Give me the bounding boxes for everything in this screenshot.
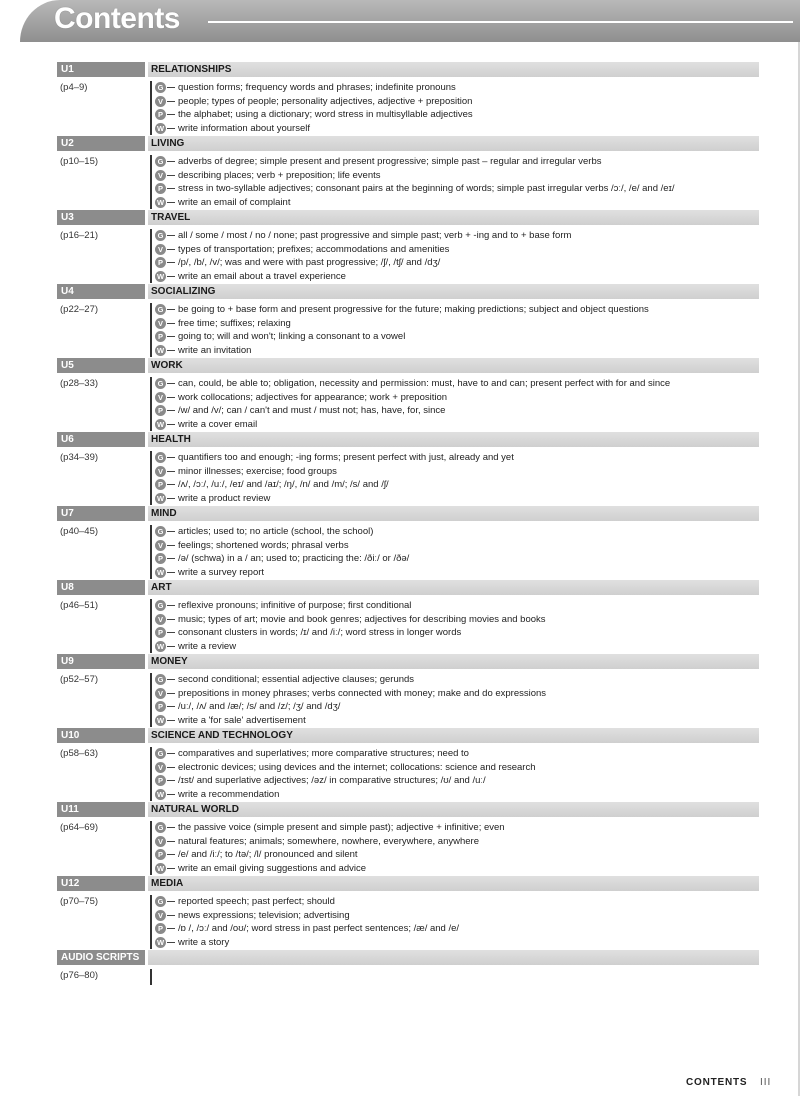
audio-scripts-section — [57, 950, 759, 985]
unit-section — [57, 62, 759, 135]
topic-line — [155, 788, 759, 802]
topic-p-icon: P — [155, 405, 166, 416]
unit-section — [57, 506, 759, 579]
topic-v-icon: V — [155, 688, 166, 699]
dash-divider — [167, 868, 175, 869]
unit-topic-list — [150, 155, 759, 209]
topic-text: can, could, be able to; obligation, necessity and permission: must, have to and can; present perfect with for and since — [178, 378, 671, 389]
topic-line — [155, 418, 759, 432]
topic-p-icon: P — [155, 701, 166, 712]
topic-line — [155, 155, 759, 169]
topic-w-icon: W — [156, 789, 165, 799]
topic-g-icon: G — [155, 452, 166, 463]
topic-text: electronic devices; using devices and the internet; collocations: science and research — [178, 761, 536, 773]
topic-line — [155, 169, 759, 183]
unit-pages: (p64–69) — [60, 822, 99, 833]
dash-divider — [167, 753, 175, 754]
topic-w-icon: W — [156, 271, 165, 281]
unit-body — [57, 373, 759, 431]
topic-text: write a 'for sale' advertisement — [178, 714, 306, 726]
dash-divider — [167, 202, 175, 203]
topic-line — [155, 774, 759, 788]
dash-divider — [167, 101, 175, 102]
unit-header — [57, 62, 759, 77]
topic-line — [155, 256, 759, 270]
dash-divider — [167, 484, 175, 485]
topic-w-icon: W — [156, 419, 165, 429]
dash-divider — [167, 767, 175, 768]
topic-text: write a cover email — [178, 418, 258, 430]
unit-title: MEDIA — [148, 876, 759, 891]
topic-line — [155, 687, 759, 701]
dash-divider — [167, 605, 175, 606]
topic-v-icon: V — [155, 614, 166, 625]
unit-section — [57, 802, 759, 875]
page-title: Contents — [54, 2, 180, 35]
topic-text: articles; used to; no article (school, the school) — [178, 526, 374, 537]
topic-line — [155, 599, 759, 613]
unit-number: U3 — [57, 210, 145, 225]
unit-title: NATURAL WORLD — [148, 802, 759, 817]
unit-body — [57, 595, 759, 653]
unit-body — [57, 77, 759, 135]
dash-divider — [167, 619, 175, 620]
unit-section — [57, 876, 759, 949]
audio-scripts-pages: (p76–80) — [60, 970, 99, 981]
unit-number: U7 — [57, 506, 145, 521]
topic-p-icon: P — [155, 849, 166, 860]
topic-line — [155, 525, 759, 539]
dash-divider — [167, 901, 175, 902]
dash-divider — [167, 942, 175, 943]
topic-line — [155, 895, 759, 909]
topic-text: the alphabet; using a dictionary; word stress in multisyllable adjectives — [178, 109, 473, 120]
dash-divider — [167, 128, 175, 129]
topic-line — [155, 862, 759, 876]
dash-divider — [167, 471, 175, 472]
unit-topic-list — [150, 599, 759, 653]
topic-w-icon: W — [156, 863, 165, 873]
topic-line — [155, 243, 759, 257]
topic-v-icon: V — [155, 170, 166, 181]
unit-title: ART — [148, 580, 759, 595]
topic-g-icon: G — [155, 230, 166, 241]
unit-section — [57, 210, 759, 283]
topic-line — [155, 478, 759, 492]
topic-g-icon: G — [155, 822, 166, 833]
topic-text: people; types of people; personality adjectives, adjective + preposition — [178, 95, 473, 107]
dash-divider — [167, 632, 175, 633]
topic-line — [155, 848, 759, 862]
dash-divider — [167, 397, 175, 398]
topic-text: going to; will and won't; linking a consonant to a vowel — [178, 331, 406, 342]
topic-text: /ʌ/, /ɔː/, /uː/, /eɪ/ and /aɪ/; /ŋ/, /n/ and /m/; /s/ and /ʃ/ — [178, 479, 389, 490]
unit-header — [57, 802, 759, 817]
topic-line — [155, 229, 759, 243]
dash-divider — [167, 827, 175, 828]
topic-w-icon: W — [156, 715, 165, 725]
unit-body — [57, 521, 759, 579]
topic-line — [155, 465, 759, 479]
unit-pages: (p70–75) — [60, 896, 99, 907]
topic-line — [155, 936, 759, 950]
unit-number: U2 — [57, 136, 145, 151]
topic-g-icon: G — [155, 526, 166, 537]
unit-title: LIVING — [148, 136, 759, 151]
dash-divider — [167, 350, 175, 351]
dash-divider — [167, 794, 175, 795]
topic-v-icon: V — [155, 762, 166, 773]
topic-line — [155, 404, 759, 418]
topic-text: write an email of complaint — [178, 196, 291, 208]
topic-w-icon: W — [156, 567, 165, 577]
topic-text: write a product review — [178, 492, 271, 504]
topic-line — [155, 330, 759, 344]
unit-header — [57, 950, 759, 965]
topic-text: feelings; shortened words; phrasal verbs — [178, 539, 349, 551]
unit-pages: (p40–45) — [60, 526, 99, 537]
topic-text: minor illnesses; exercise; food groups — [178, 465, 337, 477]
unit-title: WORK — [148, 358, 759, 373]
dash-divider — [167, 706, 175, 707]
topic-text: natural features; animals; somewhere, nowhere, everywhere, anywhere — [178, 835, 479, 847]
topic-g-icon: G — [155, 600, 166, 611]
topic-text: be going to + base form and present progressive for the future; making predictions; subject and object questions — [178, 304, 649, 315]
unit-header — [57, 136, 759, 151]
topic-line — [155, 821, 759, 835]
topic-text: consonant clusters in words; /ɪ/ and /iː/; word stress in longer words — [178, 627, 462, 638]
page-header — [0, 0, 800, 42]
dash-divider — [167, 114, 175, 115]
unit-header — [57, 358, 759, 373]
topic-line — [155, 613, 759, 627]
dash-divider — [167, 841, 175, 842]
unit-title: HEALTH — [148, 432, 759, 447]
unit-number: U12 — [57, 876, 145, 891]
dash-divider — [167, 161, 175, 162]
unit-title: TRAVEL — [148, 210, 759, 225]
dash-divider — [167, 928, 175, 929]
topic-line — [155, 95, 759, 109]
unit-section — [57, 580, 759, 653]
topic-line — [155, 344, 759, 358]
topic-w-icon: W — [156, 197, 165, 207]
topic-v-icon: V — [155, 244, 166, 255]
unit-header — [57, 506, 759, 521]
unit-topic-list — [150, 303, 759, 357]
unit-body — [57, 669, 759, 727]
topic-text: write a story — [178, 936, 230, 948]
unit-topic-list — [150, 229, 759, 283]
header-rule — [208, 21, 793, 23]
unit-header — [57, 284, 759, 299]
topic-line — [155, 626, 759, 640]
topic-v-icon: V — [155, 836, 166, 847]
topic-text: write an email about a travel experience — [178, 270, 346, 282]
audio-scripts-rule — [150, 969, 759, 985]
topic-v-icon: V — [155, 392, 166, 403]
topic-text: music; types of art; movie and book genres; adjectives for describing movies and books — [178, 613, 546, 625]
dash-divider — [167, 693, 175, 694]
footer-label: CONTENTS — [686, 1077, 748, 1088]
topic-line — [155, 539, 759, 553]
audio-scripts-bar — [148, 950, 759, 965]
dash-divider — [167, 87, 175, 88]
dash-divider — [167, 572, 175, 573]
unit-header — [57, 654, 759, 669]
unit-number: U1 — [57, 62, 145, 77]
topic-text: question forms; frequency words and phrases; indefinite pronouns — [178, 82, 456, 93]
unit-number: U8 — [57, 580, 145, 595]
unit-pages: (p22–27) — [60, 304, 99, 315]
unit-body — [57, 743, 759, 801]
dash-divider — [167, 679, 175, 680]
footer-page-number: III — [760, 1077, 772, 1088]
unit-number: U4 — [57, 284, 145, 299]
topic-text: prepositions in money phrases; verbs connected with money; make and do expressions — [178, 687, 547, 699]
topic-text: write an email giving suggestions and advice — [178, 862, 366, 874]
topic-w-icon: W — [156, 493, 165, 503]
topic-v-icon: V — [155, 318, 166, 329]
dash-divider — [167, 249, 175, 250]
unit-section — [57, 432, 759, 505]
unit-body — [57, 817, 759, 875]
topic-text: the passive voice (simple present and simple past); adjective + infinitive; even — [178, 822, 505, 833]
unit-topic-list — [150, 81, 759, 135]
topic-p-icon: P — [155, 479, 166, 490]
unit-topic-list — [150, 377, 759, 431]
topic-w-icon: W — [156, 937, 165, 947]
unit-body — [57, 965, 759, 985]
topic-line — [155, 835, 759, 849]
unit-number: U6 — [57, 432, 145, 447]
dash-divider — [167, 235, 175, 236]
topic-text: /ə/ (schwa) in a / an; used to; practicing the: /ðiː/ or /ðə/ — [178, 553, 410, 564]
unit-pages: (p34–39) — [60, 452, 99, 463]
topic-p-icon: P — [155, 331, 166, 342]
unit-section — [57, 136, 759, 209]
topic-line — [155, 673, 759, 687]
unit-pages: (p10–15) — [60, 156, 99, 167]
unit-pages: (p4–9) — [60, 82, 88, 93]
unit-title: MONEY — [148, 654, 759, 669]
dash-divider — [167, 336, 175, 337]
topic-v-icon: V — [155, 540, 166, 551]
unit-topic-list — [150, 747, 759, 801]
unit-header — [57, 876, 759, 891]
topic-line — [155, 492, 759, 506]
topic-line — [155, 391, 759, 405]
topic-p-icon: P — [155, 553, 166, 564]
dash-divider — [167, 175, 175, 176]
topic-g-icon: G — [155, 304, 166, 315]
unit-number: U9 — [57, 654, 145, 669]
dash-divider — [167, 545, 175, 546]
topic-line — [155, 182, 759, 196]
topic-text: describing places; verb + preposition; life events — [178, 169, 381, 181]
dash-divider — [167, 531, 175, 532]
topic-text: /ɒ /, /ɔː/ and /oʊ/; word stress in past perfect sentences; /æ/ and /e/ — [178, 923, 460, 934]
topic-text: stress in two-syllable adjectives; consonant pairs at the beginning of words; simple past irregular verbs /ɔː/, /e/ and /eɪ/ — [178, 183, 675, 194]
topic-line — [155, 700, 759, 714]
topic-line — [155, 303, 759, 317]
topic-g-icon: G — [155, 378, 166, 389]
unit-pages: (p46–51) — [60, 600, 99, 611]
topic-line — [155, 566, 759, 580]
topic-text: types of transportation; prefixes; accommodations and amenities — [178, 243, 450, 255]
dash-divider — [167, 262, 175, 263]
topic-line — [155, 552, 759, 566]
topic-w-icon: W — [156, 641, 165, 651]
topic-p-icon: P — [155, 627, 166, 638]
unit-title: RELATIONSHIPS — [148, 62, 759, 77]
topic-text: free time; suffixes; relaxing — [178, 317, 291, 329]
topic-line — [155, 108, 759, 122]
topic-v-icon: V — [155, 910, 166, 921]
topic-line — [155, 270, 759, 284]
unit-body — [57, 299, 759, 357]
topic-v-icon: V — [155, 96, 166, 107]
topic-line — [155, 714, 759, 728]
dash-divider — [167, 558, 175, 559]
topic-text: news expressions; television; advertising — [178, 909, 350, 921]
topic-line — [155, 640, 759, 654]
unit-number: U10 — [57, 728, 145, 743]
topic-p-icon: P — [155, 923, 166, 934]
topic-line — [155, 747, 759, 761]
topic-g-icon: G — [155, 156, 166, 167]
topic-line — [155, 196, 759, 210]
unit-topic-list — [150, 673, 759, 727]
unit-body — [57, 151, 759, 209]
contents-table — [57, 62, 759, 986]
dash-divider — [167, 323, 175, 324]
unit-header — [57, 432, 759, 447]
topic-text: adverbs of degree; simple present and present progressive; simple past – regular and irregular verbs — [178, 156, 602, 167]
topic-text: /e/ and /iː/; to /tə/; /l/ pronounced and silent — [178, 849, 358, 860]
topic-line — [155, 922, 759, 936]
topic-text: reported speech; past perfect; should — [178, 896, 335, 907]
dash-divider — [167, 188, 175, 189]
unit-body — [57, 447, 759, 505]
unit-section — [57, 654, 759, 727]
dash-divider — [167, 646, 175, 647]
topic-line — [155, 377, 759, 391]
topic-text: all / some / most / no / none; past progressive and simple past; verb + -ing and to + base form — [178, 230, 572, 241]
unit-title: SCIENCE AND TECHNOLOGY — [148, 728, 759, 743]
dash-divider — [167, 410, 175, 411]
topic-g-icon: G — [155, 82, 166, 93]
unit-topic-list — [150, 821, 759, 875]
topic-line — [155, 81, 759, 95]
unit-pages: (p28–33) — [60, 378, 99, 389]
unit-body — [57, 891, 759, 949]
topic-w-icon: W — [156, 123, 165, 133]
unit-section — [57, 728, 759, 801]
unit-section — [57, 358, 759, 431]
topic-line — [155, 317, 759, 331]
unit-pages: (p16–21) — [60, 230, 99, 241]
topic-g-icon: G — [155, 748, 166, 759]
unit-title: SOCIALIZING — [148, 284, 759, 299]
unit-number: U11 — [57, 802, 145, 817]
topic-line — [155, 761, 759, 775]
topic-text: quantifiers too and enough; -ing forms; present perfect with just, already and yet — [178, 452, 514, 463]
topic-text: write an invitation — [178, 344, 252, 356]
topic-text: write a review — [178, 640, 237, 652]
unit-body — [57, 225, 759, 283]
dash-divider — [167, 424, 175, 425]
topic-line — [155, 122, 759, 136]
topic-text: write a recommendation — [178, 788, 280, 800]
topic-text: work collocations; adjectives for appearance; work + preposition — [178, 391, 448, 403]
topic-g-icon: G — [155, 674, 166, 685]
unit-header — [57, 210, 759, 225]
topic-p-icon: P — [155, 775, 166, 786]
topic-text: /p/, /b/, /v/; was and were with past progressive; /ʃ/, /tʃ/ and /dʒ/ — [178, 257, 441, 268]
unit-number: U5 — [57, 358, 145, 373]
topic-w-icon: W — [156, 345, 165, 355]
unit-header — [57, 728, 759, 743]
dash-divider — [167, 854, 175, 855]
topic-text: write a survey report — [178, 566, 265, 578]
dash-divider — [167, 309, 175, 310]
unit-pages: (p52–57) — [60, 674, 99, 685]
topic-text: comparatives and superlatives; more comparative structures; need to — [178, 748, 469, 759]
dash-divider — [167, 498, 175, 499]
topic-text: reflexive pronouns; infinitive of purpose; first conditional — [178, 600, 412, 611]
topic-p-icon: P — [155, 109, 166, 120]
unit-pages: (p58–63) — [60, 748, 99, 759]
topic-text: /ɪst/ and superlative adjectives; /əz/ in comparative structures; /ʊ/ and /uː/ — [178, 775, 486, 786]
audio-scripts-label: AUDIO SCRIPTS — [57, 950, 145, 965]
dash-divider — [167, 720, 175, 721]
topic-g-icon: G — [155, 896, 166, 907]
topic-text: second conditional; essential adjective clauses; gerunds — [178, 674, 415, 685]
dash-divider — [167, 457, 175, 458]
topic-text: write information about yourself — [178, 122, 311, 134]
topic-line — [155, 909, 759, 923]
dash-divider — [167, 780, 175, 781]
topic-v-icon: V — [155, 466, 166, 477]
unit-section — [57, 284, 759, 357]
unit-topic-list — [150, 895, 759, 949]
dash-divider — [167, 383, 175, 384]
topic-p-icon: P — [155, 183, 166, 194]
dash-divider — [167, 276, 175, 277]
dash-divider — [167, 915, 175, 916]
topic-line — [155, 451, 759, 465]
topic-text: /w/ and /v/; can / can't and must / must not; has, have, for, since — [178, 405, 446, 416]
unit-topic-list — [150, 451, 759, 505]
unit-topic-list — [150, 525, 759, 579]
unit-title: MIND — [148, 506, 759, 521]
topic-p-icon: P — [155, 257, 166, 268]
unit-header — [57, 580, 759, 595]
topic-text: /uː/, /ʌ/ and /æ/; /s/ and /z/; /ʒ/ and /dʒ/ — [178, 701, 341, 712]
